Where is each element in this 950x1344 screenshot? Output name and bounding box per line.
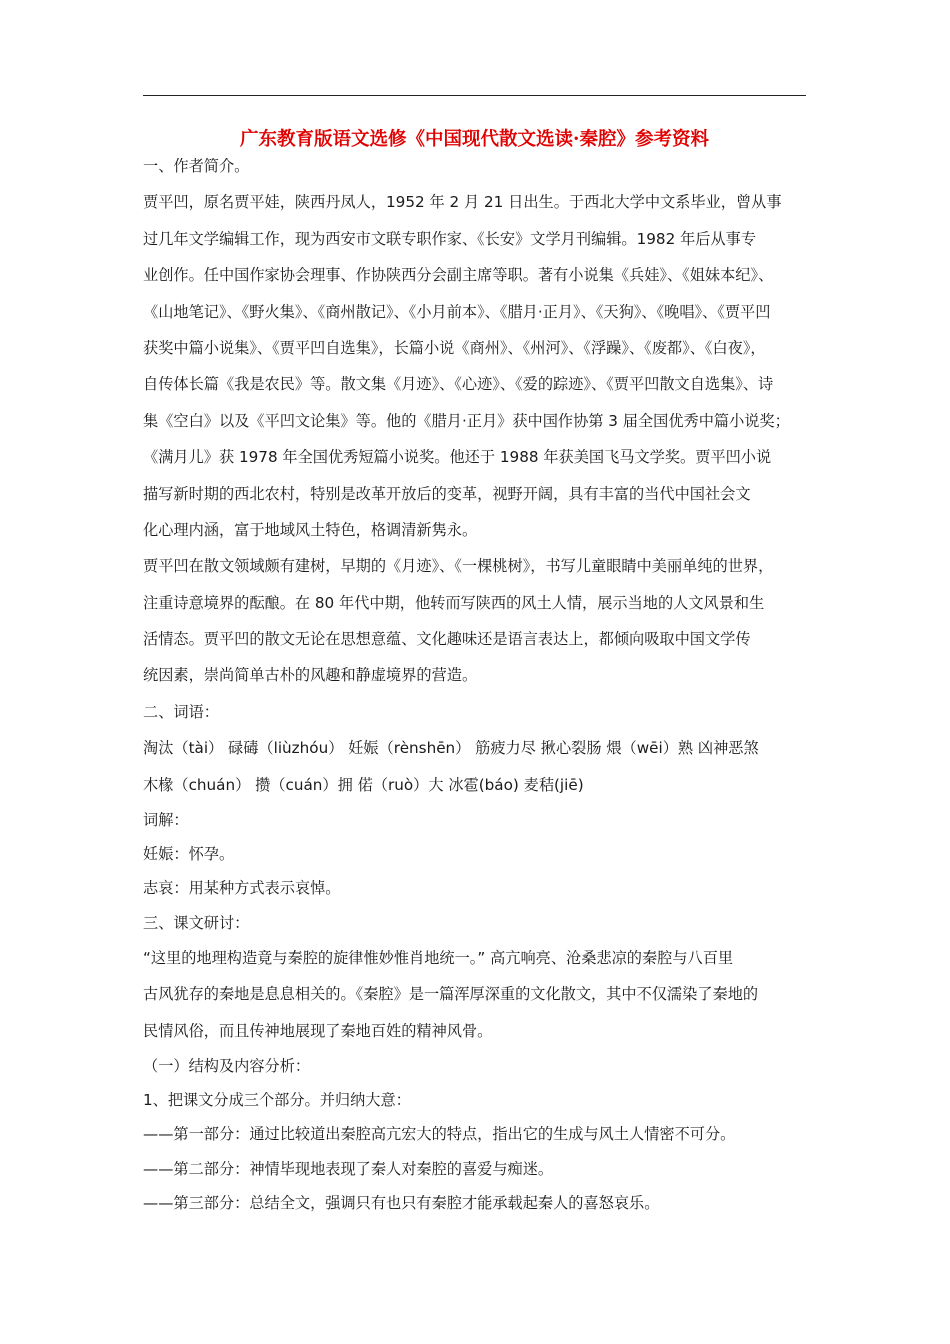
paragraph-line: 活情态。贾平凹的散文无论在思想意蕴、文化趣味还是语言表达上，都倾向吸取中国文学传 bbox=[143, 630, 751, 649]
word-explanation: 志哀：用某种方式表示哀悼。 bbox=[143, 879, 341, 898]
document-body bbox=[143, 148, 815, 1220]
paragraph-line: 古风犹存的秦地是息息相关的。《秦腔》是一篇浑厚深重的文化散文，其中不仅濡染了秦地的 bbox=[143, 985, 759, 1004]
header-rule bbox=[143, 95, 806, 96]
section-heading-author: 一、作者简介。 bbox=[143, 157, 250, 175]
paragraph-line: 《满月儿》获 1978 年全国优秀短篇小说奖。他还于 1988 年获美国飞马文学奖。贾平凹小说 bbox=[143, 448, 772, 467]
vocabulary-line: 淘汰（tài） 碌碡（liùzhóu） 妊娠（rènshēn） 筋疲力尽 揪心裂肠 煨（wēi）熟 凶神恶煞 bbox=[143, 739, 759, 758]
section-heading-vocabulary: 二、词语： bbox=[143, 702, 219, 721]
paragraph-line: 化心理内涵，富于地域风土特色，格调清新隽永。 bbox=[143, 520, 478, 539]
paragraph-line: 贾平凹在散文领域颇有建树，早期的《月迹》、《一棵桃树》，书写儿童眼睛中美丽单纯的世界， bbox=[143, 557, 774, 576]
list-item: ——第三部分：总结全文，强调只有也只有秦腔才能承载起秦人的喜怒哀乐。 bbox=[143, 1193, 660, 1212]
paragraph-line: 描写新时期的西北农村，特别是改革开放后的变革，视野开阔，具有丰富的当代中国社会文 bbox=[143, 484, 751, 503]
section-heading-study: 三、课文研讨： bbox=[143, 913, 250, 932]
paragraph-line: 集《空白》以及《平凹文论集》等。他的《腊月·正月》获中国作协第 3 届全国优秀中篇小说奖； bbox=[143, 411, 790, 430]
paragraph-line: 注重诗意境界的酝酿。在 80 年代中期，他转而写陕西的风土人情，展示当地的人文风景和生 bbox=[143, 593, 765, 612]
vocabulary-line: 木椽（chuán） 攒（cuán）拥 偌（ruò）大 冰雹(báo) 麦秸(jiē) bbox=[143, 775, 584, 794]
word-explanation-heading: 词解： bbox=[143, 811, 189, 830]
paragraph-line: 统因素，崇尚简单古朴的风趣和静虚境界的营造。 bbox=[143, 666, 478, 685]
list-heading: 1、把课文分成三个部分。并归纳大意： bbox=[143, 1091, 411, 1110]
paragraph-line: “这里的地理构造竟与秦腔的旋律惟妙惟肖地统一。” 高亢响亮、沧桑悲凉的秦腔与八百里 bbox=[143, 948, 734, 967]
word-explanation: 妊娠：怀孕。 bbox=[143, 845, 235, 864]
list-item: ——第二部分：神情毕现地表现了秦人对秦腔的喜爱与痴迷。 bbox=[143, 1159, 554, 1178]
paragraph-line: 民情风俗，而且传神地展现了秦地百姓的精神风骨。 bbox=[143, 1021, 493, 1040]
paragraph-line: 业创作。任中国作家协会理事、作协陕西分会副主席等职。著有小说集《兵娃》、《姐妹本纪》、 bbox=[143, 266, 774, 285]
paragraph-line: 获奖中篇小说集》、《贾平凹自选集》，长篇小说《商州》、《州河》、《浮躁》、《废都》、《白夜》， bbox=[143, 338, 766, 357]
paragraph-line: 过几年文学编辑工作，现为西安市文联专职作家、《长安》文学月刊编辑。1982 年后从事专 bbox=[143, 229, 757, 248]
list-item: ——第一部分：通过比较道出秦腔高亢宏大的特点，指出它的生成与风土人情密不可分。 bbox=[143, 1125, 736, 1144]
paragraph-line: 贾平凹，原名贾平娃，陕西丹凤人，1952 年 2 月 21 日出生。于西北大学中文系毕业，曾从事 bbox=[143, 193, 782, 212]
paragraph-line: 自传体长篇《我是农民》等。散文集《月迹》、《心迹》、《爱的踪迹》、《贾平凹散文自选集》、诗 bbox=[143, 375, 774, 394]
subsection-heading: （一）结构及内容分析： bbox=[143, 1056, 311, 1075]
document-title: 广东教育版语文选修《中国现代散文选读·秦腔》参考资料 bbox=[240, 129, 709, 150]
paragraph-line: 《山地笔记》、《野火集》、《商州散记》、《小月前本》、《腊月·正月》、《天狗》、《晚唱》、《贾平凹 bbox=[143, 302, 771, 321]
